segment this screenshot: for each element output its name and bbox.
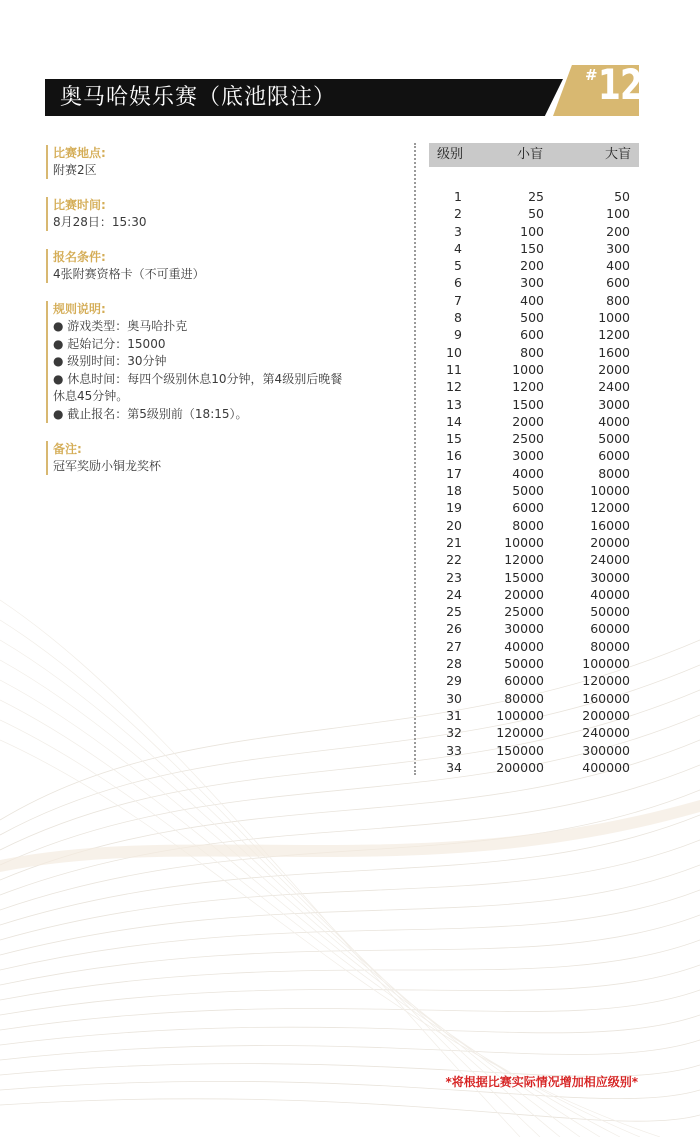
small-blind-cell: 20000 — [504, 586, 544, 602]
level-cell: 17 — [446, 465, 462, 481]
level-cell: 26 — [446, 621, 462, 637]
big-blind-cell: 400000 — [582, 759, 630, 775]
big-blind-cell: 400 — [606, 258, 630, 274]
level-cell: 15 — [446, 431, 462, 447]
footnote: *将根据比赛实际情况增加相应级别* — [445, 1075, 638, 1089]
rule-item: ● 截止报名：第5级别前（18:15）。 — [53, 406, 248, 421]
level-cell: 18 — [446, 483, 462, 499]
small-blind-cell: 50 — [528, 206, 544, 222]
small-blind-cell: 1000 — [512, 361, 544, 377]
level-cell: 3 — [454, 223, 462, 239]
entry-label: 报名条件: — [53, 250, 106, 264]
notes-section — [46, 441, 396, 475]
small-blind-cell: 12000 — [504, 552, 544, 568]
big-blind-cell: 300000 — [582, 742, 630, 758]
big-blind-cell: 120000 — [582, 673, 630, 689]
big-blind-cell: 240000 — [582, 725, 630, 741]
big-blind-cell: 100000 — [582, 656, 630, 672]
table-row — [429, 465, 639, 482]
big-blind-cell: 1000 — [598, 310, 630, 326]
level-cell: 30 — [446, 690, 462, 706]
level-cell: 10 — [446, 344, 462, 360]
event-info-panel — [46, 145, 396, 493]
level-cell: 12 — [446, 379, 462, 395]
big-blind-cell: 1200 — [598, 327, 630, 343]
big-blind-cell: 20000 — [590, 534, 630, 550]
event-number: 12 — [598, 60, 643, 109]
small-blind-cell: 15000 — [504, 569, 544, 585]
level-cell: 14 — [446, 413, 462, 429]
level-cell: 2 — [454, 206, 462, 222]
small-blind-cell: 4000 — [512, 465, 544, 481]
level-cell: 24 — [446, 586, 462, 602]
level-cell: 21 — [446, 534, 462, 550]
rule-item: ● 休息时间：每四个级别休息10分钟，第4级别后晚餐 — [53, 371, 343, 386]
level-cell: 22 — [446, 552, 462, 568]
blind-table-header — [429, 143, 639, 167]
rule-item: 休息45分钟。 — [53, 389, 129, 403]
table-row — [429, 361, 639, 378]
big-blind-cell: 10000 — [590, 483, 630, 499]
level-cell: 9 — [454, 327, 462, 343]
big-blind-cell: 5000 — [598, 431, 630, 447]
table-row — [429, 396, 639, 413]
level-cell: 7 — [454, 292, 462, 308]
level-cell: 23 — [446, 569, 462, 585]
big-blind-cell: 600 — [606, 275, 630, 291]
small-blind-cell: 800 — [520, 344, 544, 360]
header-level: 级别 — [437, 147, 464, 162]
table-row — [429, 724, 639, 741]
small-blind-cell: 150 — [520, 240, 544, 256]
small-blind-cell: 2000 — [512, 413, 544, 429]
table-row — [429, 326, 639, 343]
table-row — [429, 672, 639, 689]
badge-hash: # — [585, 66, 598, 84]
big-blind-cell: 300 — [606, 240, 630, 256]
small-blind-cell: 150000 — [496, 742, 544, 758]
small-blind-cell: 400 — [520, 292, 544, 308]
level-cell: 31 — [446, 707, 462, 723]
table-row — [429, 534, 639, 551]
dotted-divider — [414, 143, 416, 775]
table-row — [429, 742, 639, 759]
table-row — [429, 707, 639, 724]
big-blind-cell: 160000 — [582, 690, 630, 706]
rule-item: ● 级别时间：30分钟 — [53, 354, 167, 368]
rule-item: ● 游戏类型：奥马哈扑克 — [53, 319, 188, 333]
level-cell: 8 — [454, 310, 462, 326]
table-row — [429, 413, 639, 430]
small-blind-cell: 60000 — [504, 673, 544, 689]
table-row — [429, 551, 639, 568]
big-blind-cell: 2400 — [598, 379, 630, 395]
small-blind-cell: 200 — [520, 258, 544, 274]
table-row — [429, 586, 639, 603]
big-blind-cell: 40000 — [590, 586, 630, 602]
small-blind-cell: 120000 — [496, 725, 544, 741]
big-blind-cell: 2000 — [598, 361, 630, 377]
level-cell: 20 — [446, 517, 462, 533]
small-blind-cell: 1500 — [512, 396, 544, 412]
level-cell: 6 — [454, 275, 462, 291]
level-cell: 5 — [454, 258, 462, 274]
big-blind-cell: 6000 — [598, 448, 630, 464]
time-value: 8月28日：15:30 — [53, 215, 147, 229]
level-cell: 4 — [454, 240, 462, 256]
table-row — [429, 655, 639, 672]
blind-table-body — [429, 188, 639, 776]
small-blind-cell: 500 — [520, 310, 544, 326]
small-blind-cell: 10000 — [504, 534, 544, 550]
small-blind-cell: 8000 — [512, 517, 544, 533]
small-blind-cell: 25000 — [504, 604, 544, 620]
entry-value: 4张附赛资格卡（不可重进） — [53, 267, 205, 281]
rules-label: 规则说明: — [53, 302, 106, 316]
small-blind-cell: 200000 — [496, 759, 544, 775]
table-row — [429, 638, 639, 655]
big-blind-cell: 12000 — [590, 500, 630, 516]
level-cell: 32 — [446, 725, 462, 741]
rules-section — [46, 301, 396, 423]
notes-label: 备注: — [53, 442, 82, 456]
rule-item: ● 起始记分：15000 — [53, 336, 166, 351]
table-row — [429, 378, 639, 395]
table-row — [429, 430, 639, 447]
level-cell: 25 — [446, 604, 462, 620]
small-blind-cell: 80000 — [504, 690, 544, 706]
table-row — [429, 205, 639, 222]
table-row — [429, 344, 639, 361]
small-blind-cell: 25 — [528, 189, 544, 204]
level-cell: 16 — [446, 448, 462, 464]
table-row — [429, 223, 639, 240]
level-cell: 1 — [454, 189, 462, 204]
venue-value: 附赛2区 — [53, 163, 97, 177]
small-blind-cell: 5000 — [512, 483, 544, 499]
table-row — [429, 759, 639, 776]
table-row — [429, 482, 639, 499]
table-row — [429, 569, 639, 586]
big-blind-cell: 800 — [606, 292, 630, 308]
notes-value: 冠军奖励小铜龙奖杯 — [53, 459, 162, 473]
small-blind-cell: 100 — [520, 223, 544, 239]
entry-section — [46, 249, 396, 283]
small-blind-cell: 2500 — [512, 431, 544, 447]
big-blind-cell: 4000 — [598, 413, 630, 429]
table-row — [429, 603, 639, 620]
small-blind-cell: 100000 — [496, 707, 544, 723]
level-cell: 27 — [446, 638, 462, 654]
small-blind-cell: 1200 — [512, 379, 544, 395]
big-blind-cell: 16000 — [590, 517, 630, 533]
header-small-blind: 小盲 — [517, 147, 544, 162]
table-row — [429, 188, 639, 205]
level-cell: 33 — [446, 742, 462, 758]
small-blind-cell: 40000 — [504, 638, 544, 654]
table-row — [429, 690, 639, 707]
venue-section — [46, 145, 396, 179]
big-blind-cell: 200 — [606, 223, 630, 239]
big-blind-cell: 50 — [614, 189, 630, 204]
small-blind-cell: 6000 — [512, 500, 544, 516]
big-blind-cell: 100 — [606, 206, 630, 222]
time-label: 比赛时间: — [53, 198, 106, 212]
level-cell: 28 — [446, 656, 462, 672]
level-cell: 19 — [446, 500, 462, 516]
small-blind-cell: 300 — [520, 275, 544, 291]
level-cell: 11 — [446, 361, 462, 377]
big-blind-cell: 60000 — [590, 621, 630, 637]
level-cell: 13 — [446, 396, 462, 412]
level-cell: 34 — [446, 759, 462, 775]
small-blind-cell: 3000 — [512, 448, 544, 464]
table-row — [429, 274, 639, 291]
time-section — [46, 197, 396, 231]
table-row — [429, 517, 639, 534]
table-row — [429, 620, 639, 637]
big-blind-cell: 1600 — [598, 344, 630, 360]
level-cell: 29 — [446, 673, 462, 689]
small-blind-cell: 50000 — [504, 656, 544, 672]
big-blind-cell: 3000 — [598, 396, 630, 412]
table-row — [429, 309, 639, 326]
big-blind-cell: 50000 — [590, 604, 630, 620]
table-row — [429, 447, 639, 464]
venue-label: 比赛地点: — [53, 146, 106, 160]
small-blind-cell: 30000 — [504, 621, 544, 637]
header-big-blind: 大盲 — [604, 147, 631, 162]
big-blind-cell: 30000 — [590, 569, 630, 585]
small-blind-cell: 600 — [520, 327, 544, 343]
big-blind-cell: 80000 — [590, 638, 630, 654]
big-blind-cell: 24000 — [590, 552, 630, 568]
table-row — [429, 292, 639, 309]
big-blind-cell: 8000 — [598, 465, 630, 481]
table-row — [429, 499, 639, 516]
table-row — [429, 257, 639, 274]
big-blind-cell: 200000 — [582, 707, 630, 723]
table-row — [429, 240, 639, 257]
page-title: 奥马哈娱乐赛（底池限注） — [60, 85, 337, 110]
